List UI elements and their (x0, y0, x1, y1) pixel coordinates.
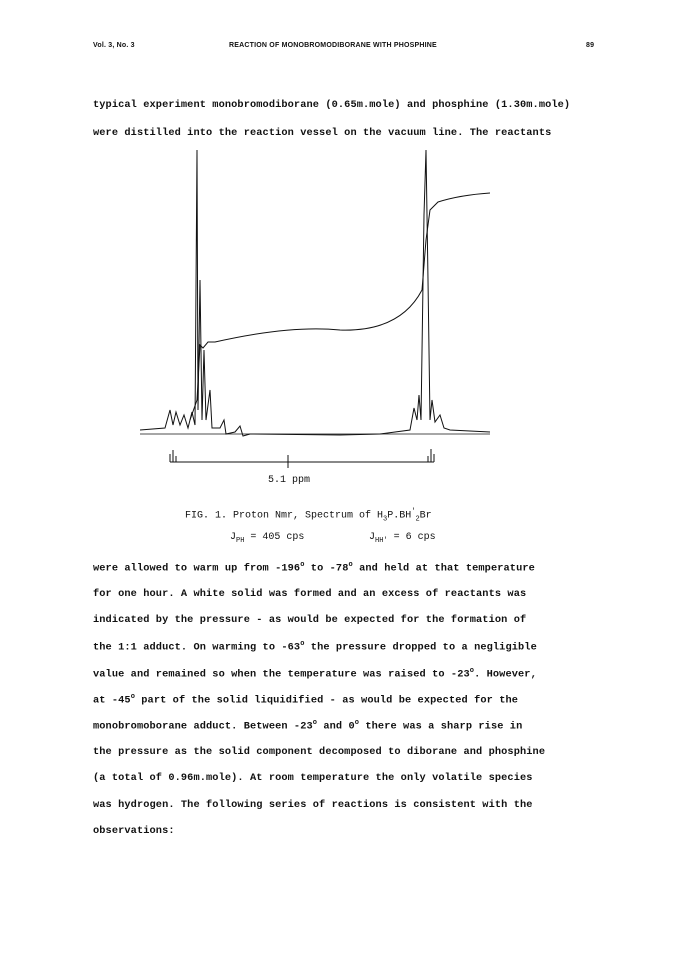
text: monobromoborane adduct. Between -23 (93, 720, 313, 733)
formula-h: H (377, 510, 384, 522)
text: at -45 (93, 694, 131, 707)
jph-value: = 405 cps (244, 532, 305, 543)
body-line-9: (a total of 0.96m.mole). At room temperature the only volatile species (93, 772, 533, 784)
stick-spectrum (170, 449, 434, 462)
degree-sign: o (354, 719, 360, 727)
header-page-number: 89 (586, 42, 595, 49)
jph-symbol: J (230, 532, 237, 543)
body-line-5 (93, 667, 537, 680)
coupling-jph (230, 532, 304, 545)
degree-sign: o (312, 719, 318, 727)
jhh-symbol: J (369, 532, 376, 543)
text: and 0 (317, 720, 355, 733)
formula-prime: ' (411, 508, 416, 516)
body-line-10: was hydrogen. The following series of reactions is consistent with the (93, 799, 533, 811)
text: . However, (474, 668, 537, 681)
integral-trace (190, 193, 490, 420)
text: there was a sharp rise in (359, 720, 523, 733)
text: value and remained so when the temperature was raised to -23 (93, 668, 470, 681)
spectrum-trace (140, 150, 490, 436)
formula-br: Br (419, 510, 432, 522)
degree-sign: o (348, 561, 353, 569)
formula-pbh: P.BH (387, 510, 412, 522)
coupling-jhh (369, 532, 436, 545)
degree-sign: o (300, 561, 305, 569)
degree-sign: o (300, 640, 305, 648)
header-title: REACTION OF MONOBROMODIBORANE WITH PHOSPHINE (229, 42, 437, 49)
formula-sub-2: 2 (415, 515, 420, 524)
text: to -78 (304, 562, 349, 575)
scale-label: 5.1 ppm (268, 475, 311, 486)
body-line-4 (93, 640, 537, 653)
jhh-value: = 6 cps (387, 532, 436, 543)
intro-line-2: were distilled into the reaction vessel on the vacuum line. The reactants (93, 127, 552, 139)
jhh-subscript: HH' (375, 537, 388, 545)
body-line-2: for one hour. A white solid was formed and an excess of reactants was (93, 588, 527, 600)
body-line-8: the pressure as the solid component decomposed to diborane and phosphine (93, 746, 546, 758)
text: the pressure dropped to a negligible (304, 641, 537, 654)
degree-sign: o (469, 667, 475, 675)
jph-subscript: PH (236, 537, 245, 545)
figure-caption (185, 508, 432, 523)
degree-sign: o (130, 693, 135, 701)
nmr-spectrum-figure (140, 150, 500, 470)
text: and held at that temperature (352, 562, 535, 575)
formula-sub-3: 3 (383, 515, 388, 524)
body-line-11: observations: (93, 825, 175, 837)
body-line-6 (93, 693, 518, 706)
body-line-1 (93, 561, 535, 574)
intro-line-1: typical experiment monobromodiborane (0.65m.mole) and phosphine (1.30m.mole) (93, 99, 571, 111)
text: part of the solid liquidified - as would be expected for the (135, 694, 519, 707)
text: were allowed to warm up from -196 (93, 562, 301, 575)
body-line-7 (93, 719, 522, 732)
caption-prefix: FIG. 1. Proton Nmr, Spectrum of (185, 510, 378, 522)
header-volume: Vol. 3, No. 3 (93, 42, 135, 49)
text: the 1:1 adduct. On warming to -63 (93, 641, 301, 654)
body-line-3: indicated by the pressure - as would be expected for the formation of (93, 614, 527, 626)
